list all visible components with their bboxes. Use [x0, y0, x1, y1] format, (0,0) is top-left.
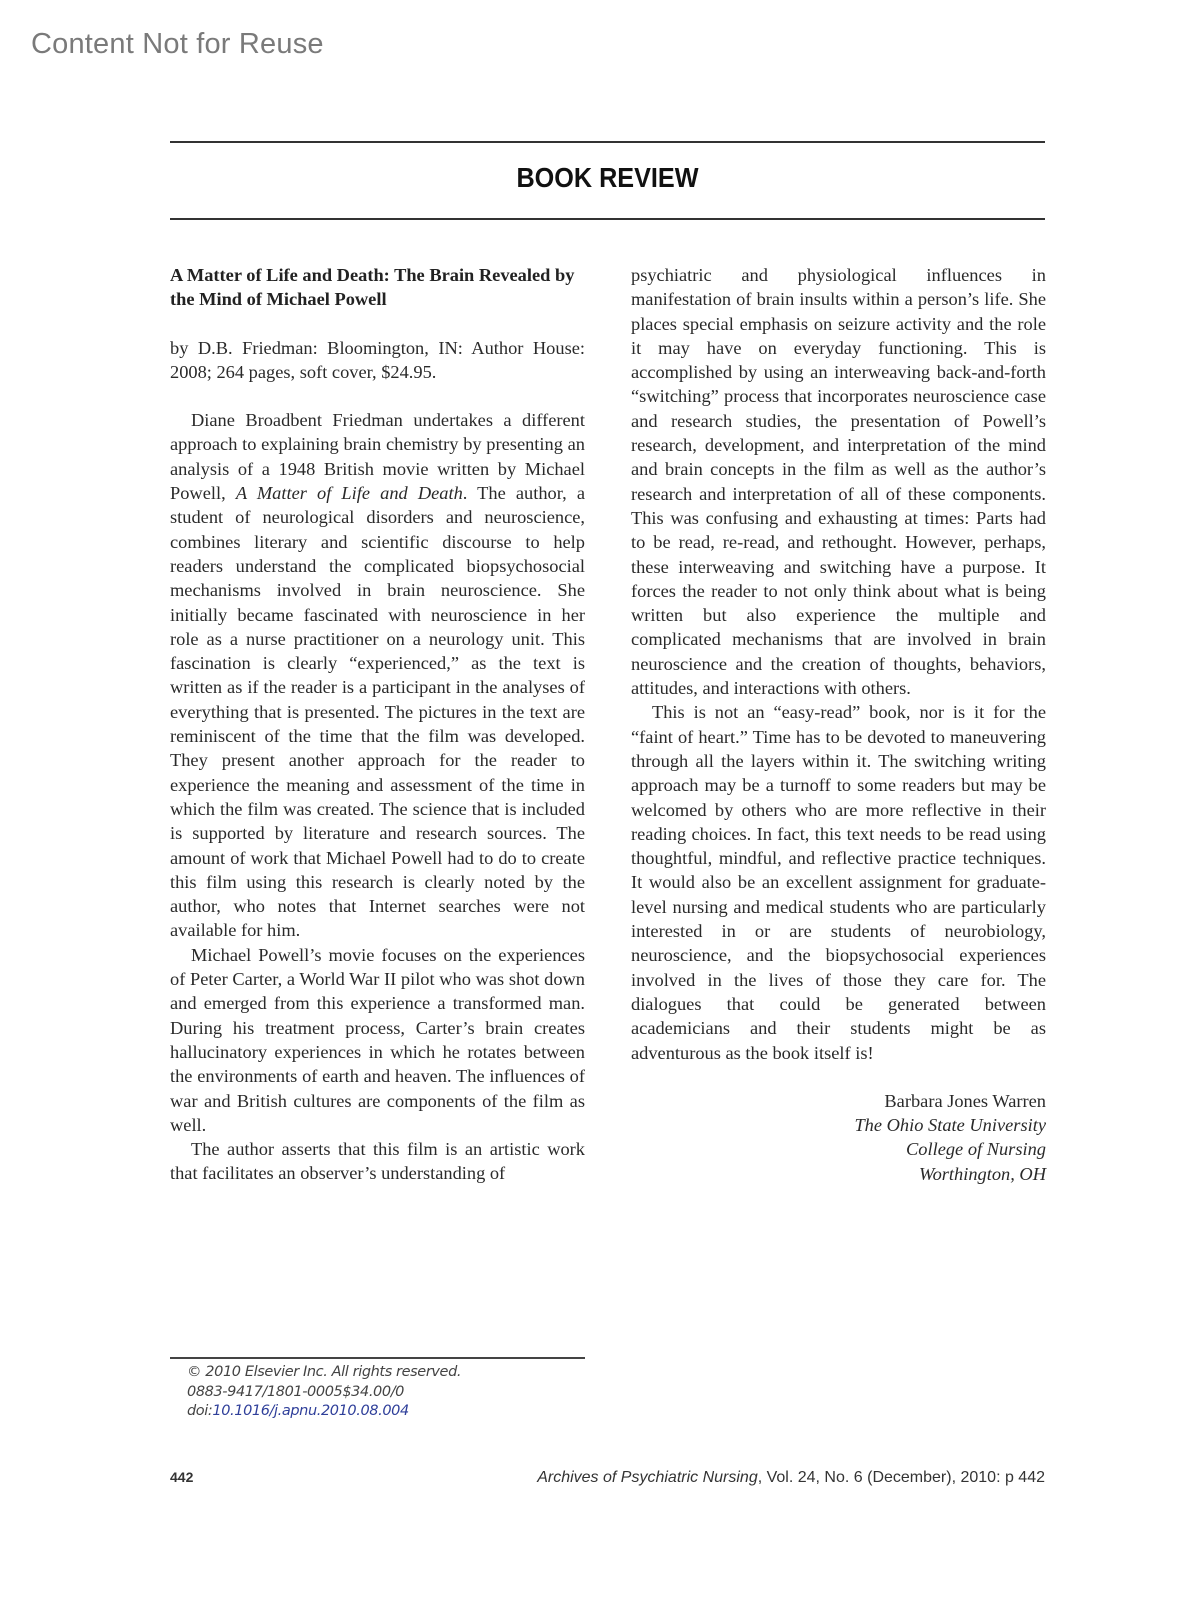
reviewer-affiliation-college: College of Nursing — [906, 1139, 1046, 1160]
reviewer-signature — [631, 1089, 1046, 1186]
watermark: Content Not for Reuse — [31, 28, 324, 60]
journal-citation — [537, 1469, 1045, 1487]
paragraph-1-text-a: Diane Broadbent Friedman undertakes a different approach to explaining brain chemistry by presenting an analysis of a 1948 British movie written by Michael Powell, — [170, 410, 585, 504]
paragraph-1-text-b: . The author, a student of neurological disorders and neuroscience, combines literary and scientific discourse to help readers understand the complicated biopsychosocial mechanisms involved in brain neuroscience. She initially became fascinated with neuroscience in her role as a nurse practitioner on a neurology unit. This fascination is clearly “experienced,” as the text is written as if the reader is a participant in the analyses of everything that is presented. The pictures in the text are reminiscent of the time that the film was developed. They present another approach for the reader to experience the meaning and assessment of the time in which the film was created. The science that is included is supported by literature and research sources. The amount of work that Michael Powell had to do to create this film using this research is clearly noted by the author, who notes that Internet searches were not available for him. — [170, 483, 586, 941]
paragraph-3-start: The author asserts that this film is an artistic work that facilitates an observer’s understanding of — [170, 1139, 585, 1184]
copyright-footnote — [187, 1363, 461, 1422]
header-rule-top — [170, 141, 1045, 143]
doi-line — [187, 1402, 461, 1422]
paragraph-1 — [170, 408, 585, 943]
section-title: BOOK REVIEW — [516, 162, 699, 193]
issn-line: 0883-9417/1801-0005$34.00/0 — [187, 1383, 405, 1400]
reviewer-affiliation-location: Worthington, OH — [918, 1163, 1046, 1184]
film-title: A Matter of Life and Death — [235, 483, 463, 504]
page-number: 442 — [170, 1469, 194, 1485]
copyright-line: © 2010 Elsevier Inc. All rights reserved. — [187, 1364, 462, 1380]
reviewer-affiliation-university: The Ohio State University — [854, 1115, 1046, 1136]
right-column — [631, 263, 1046, 1186]
paragraph-4: This is not an “easy-read” book, nor is it for the “faint of heart.” Time has to be devoted to maneuvering through all the layers within it. The switching writing approach may be a turnoff to some readers but may be welcomed by others who are more reflective in their reading choices. In fact, this text needs to be read using thoughtful, mindful, and reflective practice techniques. It would also be an excellent assignment for graduate-level nursing and medical students who are particularly interested in or are students of neurobiology, neuroscience, and the biopsychosocial experiences involved in the lives of those they care for. The dialogues that could be generated between academicians and their students might be as adventurous as the book itself is! — [631, 702, 1046, 1063]
doi-link[interactable]: 10.1016/j.apnu.2010.08.004 — [212, 1403, 409, 1419]
paragraph-2: Michael Powell’s movie focuses on the experiences of Peter Carter, a World War II pilot who was shot down and emerged from this experience a transformed man. During his treatment process, Carter’s brain creates hallucinatory experiences in which he rotates between the environments of earth and heaven. The influences of war and British cultures are components of the film as well. — [170, 944, 585, 1135]
page-footer — [170, 1469, 1045, 1487]
doi-prefix: doi: — [187, 1403, 213, 1419]
left-column — [170, 263, 585, 1186]
journal-name: Archives of Psychiatric Nursing — [537, 1469, 758, 1486]
reviewer-name: Barbara Jones Warren — [884, 1090, 1046, 1111]
citation-details: , Vol. 24, No. 6 (December), 2010: p 442 — [757, 1469, 1045, 1486]
book-meta: by D.B. Friedman: Bloomington, IN: Author House: 2008; 264 pages, soft cover, $24.95. — [170, 337, 585, 382]
book-title: A Matter of Life and Death: The Brain Revealed by the Mind of Michael Powell — [170, 265, 575, 310]
footnote-rule — [170, 1357, 585, 1359]
paragraph-3-continued: psychiatric and physiological influences in manifestation of brain insults within a person’s life. She places special emphasis on seizure activity and the role it may have on everyday functioning. This is accomplished by using an interweaving back-and-forth “switching” process that incorporates neuroscience case and research studies, the presentation of Powell’s research, development, and interpretation of the mind and brain concepts in the film as well as the author’s research and interpretation of all of these components. This was confusing and exhausting at times: Parts had to be read, re-read, and rethought. However, perhaps, these interweaving and switching have a purpose. It forces the reader to not only think about what is being written but also experience the multiple and complicated mechanisms that are involved in brain neuroscience and the creation of thoughts, behaviors, attitudes, and interactions with others. — [631, 265, 1046, 699]
header-rule-bottom — [170, 218, 1045, 220]
